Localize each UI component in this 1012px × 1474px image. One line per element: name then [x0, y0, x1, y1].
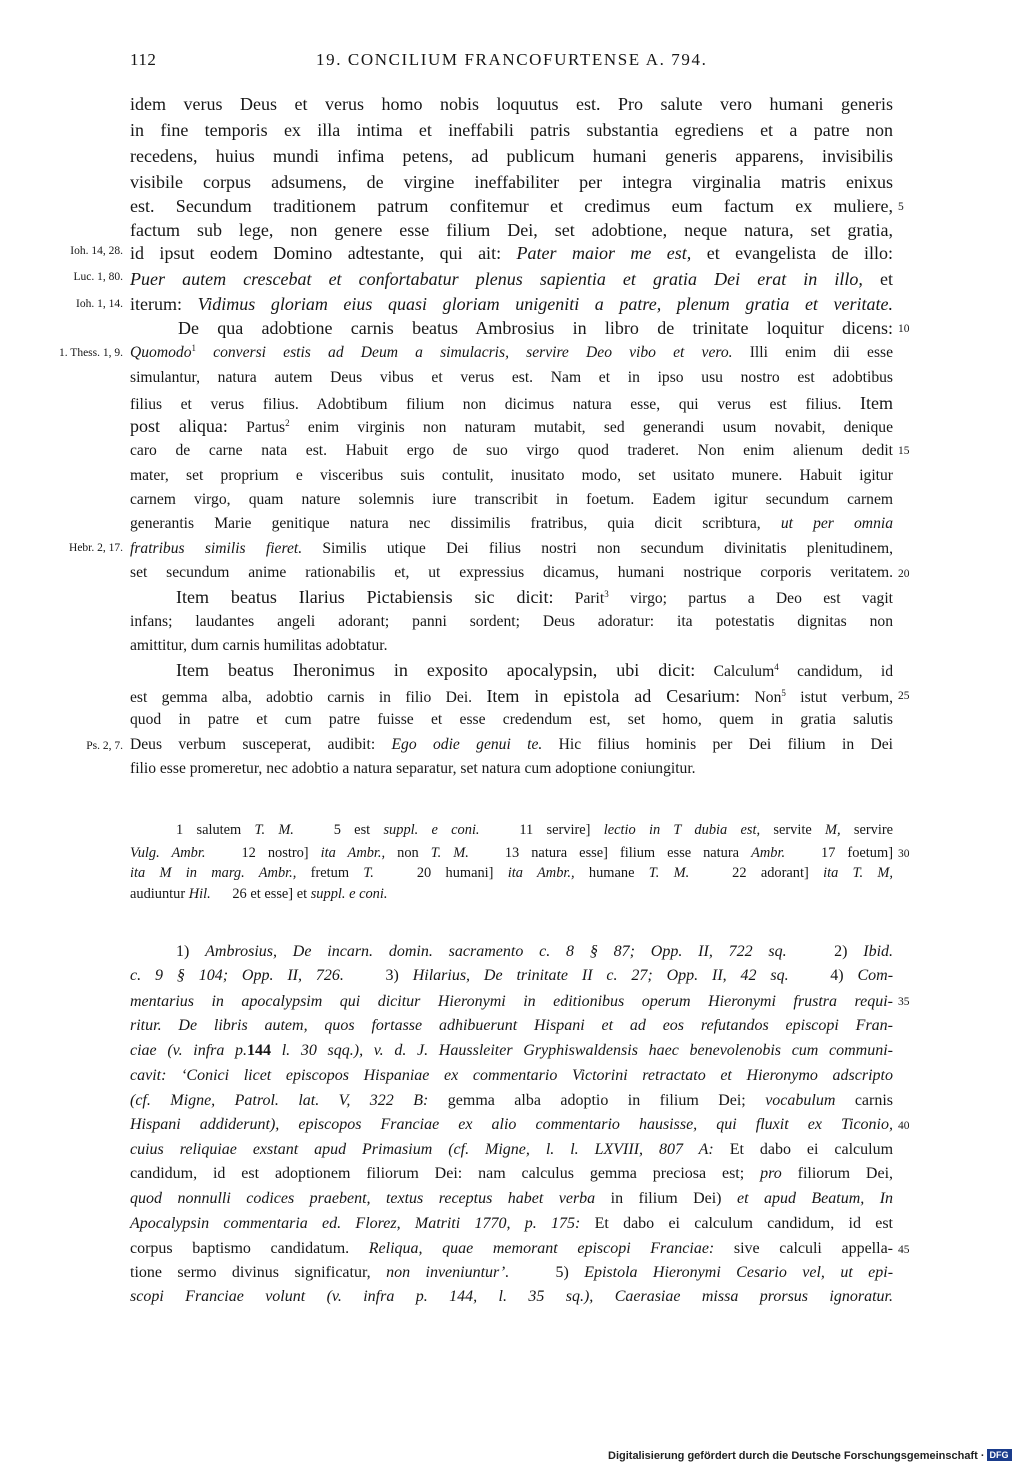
text-line: est. Secundum traditionem patrum confitemur et credimus eum factum ex muliere,: [130, 196, 893, 216]
line-number: 45: [898, 1244, 910, 1256]
text-line: filio esse promeretur, nec adobtio a natura separatur, set natura cum adoptione coniungitur.: [130, 760, 696, 777]
footnote-line: c. 9 § 104; Opp. II, 726. 3) Hilarius, De trinitate II c. 27; Opp. II, 42 sq. 4) Com-: [130, 967, 894, 984]
footnote-line: ciae (v. infra p.144 l. 30 sqq.), v. d. J. Haussleiter Gryphiswaldensis haec benevolenobis cum communi-: [130, 1042, 894, 1059]
line-number: 15: [898, 445, 910, 457]
margin-ref: Hebr. 2, 17.: [69, 542, 123, 554]
footnote-line: Apocalypsin commentaria ed. Florez, Matriti 1770, p. 175: Et dabo ei calculum candidum, id est: [130, 1215, 894, 1232]
text-line: caro de carne nata est. Habuit ergo de suo virgo quod traderet. Non enim alienum dedit: [130, 442, 893, 459]
footnote-line: scopi Franciae volunt (v. infra p. 144, l. 35 sq.), Caerasiae missa prorsus ignoratur.: [130, 1288, 893, 1305]
margin-ref: 1. Thess. 1, 9.: [59, 347, 123, 359]
page-number: 112: [130, 50, 157, 69]
line-number: 25: [898, 690, 910, 702]
text-line: idem verus Deus et verus homo nobis loquutus est. Pro salute vero humani generis: [130, 94, 893, 114]
apparatus-line: Vulg. Ambr. 12 nostro] ita Ambr., non T. M. 13 natura esse] filium esse natura Ambr. 17 foetum]: [130, 845, 893, 861]
line-number: 5: [898, 201, 904, 213]
line-number: 10: [898, 323, 910, 335]
text-line: quod in patre et cum patre fuisse et esse credendum est, set homo, quem in gratia salutis: [130, 711, 893, 728]
text-line: Deus verbum susceperat, audibit: Ego odie genui te. Hic filius hominis per Dei filium in Dei: [130, 736, 893, 753]
text-line: factum sub lege, non genere esse filium Dei, set adobtione, neque natura, set gratia,: [130, 220, 893, 240]
line-number: 35: [898, 996, 910, 1008]
footnote-line: cavit: ‘Conici licet episcopos Hispaniae ex commentario Victorini retractato et Hieronymo adscripto: [130, 1067, 893, 1084]
digitization-credit: Digitalisierung gefördert durch die Deutsche Forschungsgemeinschaft · DFG: [608, 1449, 1012, 1462]
footnote-line: 1) Ambrosius, De incarn. domin. sacramento c. 8 § 87; Opp. II, 722 sq. 2) Ibid.: [176, 943, 894, 960]
text-line: infans; laudantes angeli adorant; panni sordent; Deus adoratur: ita potestatis dignitas non: [130, 613, 893, 630]
text-line: iterum: Vidimus gloriam eius quasi gloriam unigeniti a patre, plenum gratia et veritate.: [130, 294, 893, 314]
text-line: generantis Marie genitique natura nec dissimilis fratribus, quia dicit scribtura, ut per omnia: [130, 515, 893, 532]
text-line: Quomodo$^1$ conversi estis ad Deum a simulacris, servire Deo vibo et vero. Illi enim dii esse: [130, 343, 893, 361]
footnote-line: corpus baptismo candidatum. Reliqua, quae memorant episcopi Franciae: sive calculi appella-: [130, 1240, 894, 1257]
text-line: filius et verus filius. Adobtibum filium non dicimus natura esse, qui verus est filius. Item: [130, 393, 893, 413]
text-line: fratribus similis fieret. Similis utique Dei filius nostri non secundum divinitatis plenitudinem,: [130, 540, 893, 557]
text-line: simulantur, natura autem Deus vibus et verus est. Nam et in ipso usu nostro est adobtibus: [130, 369, 893, 386]
line-number: 30: [898, 848, 910, 860]
apparatus-line: audiuntur Hil. 26 et esse] et suppl. e coni.: [130, 886, 388, 902]
line-number: 40: [898, 1120, 910, 1132]
running-title: 19. CONCILIUM FRANCOFURTENSE A. 794.: [316, 50, 708, 69]
margin-ref: Luc. 1, 80.: [73, 271, 123, 283]
text-line: set secundum anime rationabilis et, ut expressius dicamus, humani nostrique corporis veritatem.: [130, 564, 893, 581]
footnote-line: (cf. Migne, Patrol. lat. V, 322 B: gemma alba adoptio in filium Dei; vocabulum carnis: [130, 1092, 894, 1109]
text-line: id ipsut eodem Domino adtestante, qui ait: Pater maior me est, et evangelista de illo:: [130, 243, 894, 263]
footnote-line: quod nonnulli codices praebent, textus receptus habet verba in filium Dei) et apud Beatum, In: [130, 1190, 894, 1207]
text-line: Puer autem crescebat et confortabatur plenus sapientia et gratia Dei erat in illo, et: [130, 269, 894, 289]
footnote-line: cuius reliquiae exstant apud Primasium (cf. Migne, l. l. LXVIII, 807 A: Et dabo ei calculum: [130, 1141, 894, 1158]
text-line: recedens, huius mundi infima petens, ad publicum humani generis apparens, invisibilis: [130, 146, 893, 166]
footnote-line: ritur. De libris autem, quos fortasse adhibuerunt Hispani et ad eos refutandos episcopi Fran-: [130, 1017, 893, 1034]
text-line: De qua adobtione carnis beatus Ambrosius in libro de trinitate loquitur dicens:: [178, 318, 893, 338]
margin-ref: Ioh. 1, 14.: [76, 298, 123, 310]
apparatus-line: ita M in marg. Ambr., fretum T. 20 humani] ita Ambr., humane T. M. 22 adorant] ita T. M,: [130, 865, 893, 881]
text-line: in fine temporis ex illa intima et ineffabili patris substantia egrediens et a patre non: [130, 120, 893, 140]
text-line: est gemma alba, adobtio carnis in filio Dei. Item in epistola ad Cesarium: Non$^5$ istut verbum,: [130, 686, 894, 706]
footnote-line: tione sermo divinus significatur, non inveniuntur’. 5) Epistola Hieronymi Cesario vel, ut epi-: [130, 1264, 894, 1281]
text-line: Item beatus Iheronimus in exposito apocalypsin, ubi dicit: Calculum$^4$ candidum, id: [176, 660, 893, 680]
text-line: Item beatus Ilarius Pictabiensis sic dicit: Parit$^3$ virgo; partus a Deo est vagit: [176, 587, 894, 607]
margin-ref: Ioh. 14, 28.: [70, 245, 123, 257]
footnote-line: Hispani addiderunt), episcopos Franciae ex alio commentario hausisse, qui fluxit ex Ticonio,: [130, 1116, 893, 1133]
footnote-line: candidum, id est adoptionem filiorum Dei: nam calculus gemma preciosa est; pro filiorum Dei,: [130, 1165, 894, 1182]
text-line: post aliqua: Partus$^2$ enim virginis non naturam mutabit, sed generandi usum novabit, denique: [130, 416, 893, 436]
apparatus-line: 1 salutem T. M. 5 est suppl. e coni. 11 servire] lectio in T dubia est, servite M, servire: [176, 822, 894, 838]
margin-ref: Ps. 2, 7.: [86, 740, 123, 752]
text-line: carnem virgo, quam nature solemnis iure transcribit in foetum. Eadem igitur secundum carnem: [130, 491, 893, 508]
text-line: visibile corpus adsumens, de virgine ineffabiliter per integra virginalia matris enixus: [130, 172, 893, 192]
footnote-line: mentarius in apocalypsim qui dicitur Hieronymi in editionibus operum Hieronymi frustra requi-: [130, 993, 893, 1010]
text-line: mater, set proprium e visceribus suis contulit, inusitato modo, set usitato munere. Habuit igitur: [130, 467, 893, 484]
dfg-logo: DFG: [987, 1449, 1012, 1461]
line-number: 20: [898, 568, 910, 580]
text-line: amittitur, dum carnis humilitas adobtatur.: [130, 637, 388, 654]
